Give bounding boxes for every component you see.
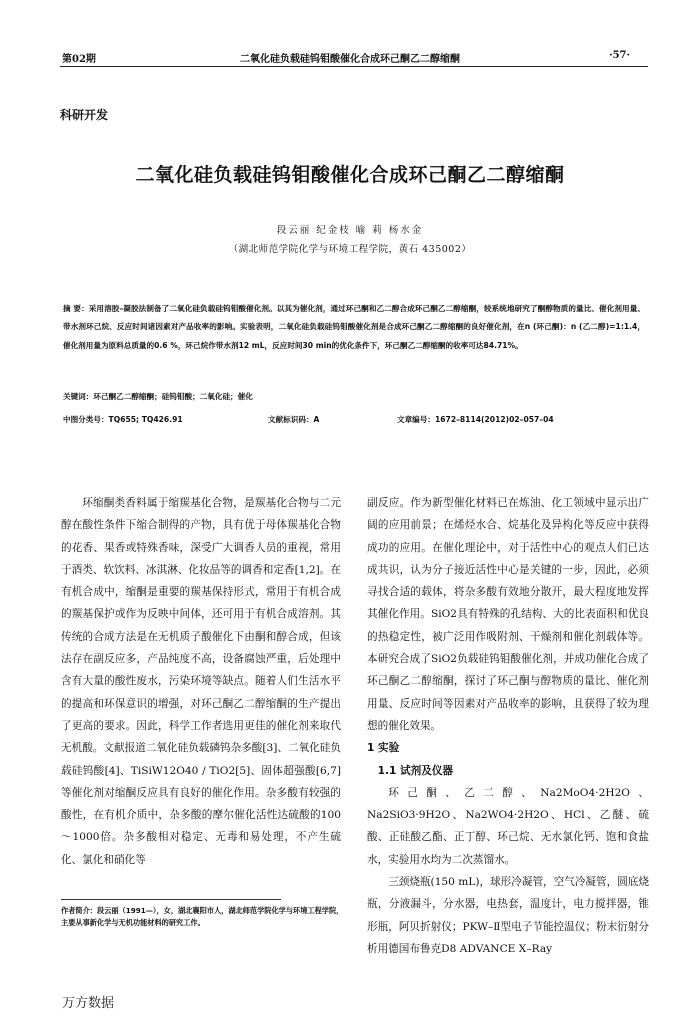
paper-title: 二氧化硅负载硅钨钼酸催化合成环己酮乙二醇缩酮: [135, 164, 565, 186]
abstract: 摘 要：采用溶胶–凝胶法制备了二氧化硅负载硅钨钼酸催化剂。以其为催化剂，通过环己酮和乙二醇合成环己酮乙二醇缩酮，较系统地研究了酮醇物质的量比、催化剂用量、带水剂环己烷、反应时间诸因素对产品收率的影响。实验表明，二氧化硅负载硅钨钼酸催化剂是合成环己酮乙二醇缩酮的良好催化剂，在n (环己酮)：n (乙二醇)=1:1.4，催化剂用量为原料总质量的0.6 %，环己烷作带水剂12 mL，反应时间30 min的优化条件下，环己酮乙二醇缩酮的收率可达84.71%。: [63, 304, 645, 350]
authors: 段云丽 纪金枝 喻 莉 杨水金: [276, 225, 424, 236]
instruments-paragraph: 三颈烧瓶(150 mL)，球形冷凝管，空气冷凝管，圆底烧瓶，分液漏斗，分水器，电热套，温度计，电力搅拌器，锥形瓶，阿贝折射仪；PKW–Ⅱ型电子节能控温仪；粉末衍射分析用德国布鲁克D8 ADVANCE X–Ray: [367, 876, 649, 955]
author-note: 作者简介：段云丽（1991—），女，湖北襄阳市人，湖北师范学院化学与环境工程学院，主要从事新化学与无机功能材料的研究工作。: [61, 906, 344, 927]
running-title: 二氧化硅负载硅钨钼酸催化合成环己酮乙二醇缩酮: [240, 54, 460, 65]
right-column: [367, 492, 649, 960]
clc-number: 中图分类号：TQ655; TQ426.91: [63, 415, 183, 424]
section-label: 科研开发: [60, 108, 109, 122]
issue-number: 第02期: [62, 54, 96, 65]
heading-experiment: 1 实验: [367, 742, 400, 755]
left-column: [61, 492, 341, 871]
header-rule: [60, 66, 648, 67]
intro-paragraph: 环缩酮类香料属于缩羰基化合物，是羰基化合物与二元醇在酸性条件下缩合制得的产物，具有优于母体羰基化合物的花香、果香或特殊香味，深受广大调香人员的重视，常用于酒类、软饮料、冰淇淋、化妆品等的调香和定香[1,2]。在有机合成中，缩酮是重要的羰基保持形式，常用于有机合成的羰基保护或作为反映中间体，还可用于有机合成溶剂。其传统的合成方法是在无机质子酸催化下由酮和醇合成，但该法存在副反应多，产品纯度不高，设备腐蚀严重，后处理中含有大量的酸性废水，污染环境等缺点。随着人们生活水平的提高和环保意识的增强，对环己酮乙二醇缩酮的生产提出了更高的要求。因此，科学工作者选用更佳的催化剂来取代无机酸。文献报道二氧化硅负载磷钨杂多酸[3]、二氧化硅负载硅钨酸[4]、TiSiW12O40 / TiO2[5]、固体超强酸[6,7]等催化剂对缩酮反应具有良好的催化作用。杂多酸有较强的酸性，在有机介质中，杂多酸的摩尔催化活性达硫酸的100～1000倍。杂多酸相对稳定、无毒和易处理，不产生硫化、氯化和硝化等: [61, 497, 341, 866]
reagents-paragraph: 环己酮、乙二醇、Na2MoO4·2H2O、Na2SiO3·9H2O、Na2WO4·2H2O、HCl、乙醚、硫酸、正硅酸乙酯、正丁醇、环己烷、无水氯化钙、饱和食盐水，实验用水均为二次蒸馏水。: [367, 786, 649, 866]
watermark: 万方数据: [62, 996, 115, 1011]
page-number: ·57·: [609, 50, 630, 61]
affiliation: （湖北师范学院化学与环境工程学院，黄石 435002）: [228, 244, 472, 255]
footnote-rule: [61, 899, 281, 900]
intro-continuation: 副反应。作为新型催化材料已在炼油、化工领域中显示出广阔的应用前景；在烯烃水合、烷基化及异构化等反应中获得成功的应用。在催化理论中，对于活性中心的观点人们已达成共识，认为分子接近活性中心是关键的一步，因此，必须寻找合适的载体，将杂多酸有效地分散开，最大程度地发挥其催化作用。SiO2具有特殊的孔结构、大的比表面积和优良的热稳定性，被广泛用作吸附剂、干燥剂和催化剂载体等。本研究合成了SiO2负载硅钨钼酸催化剂，并成功催化合成了环己酮乙二醇缩酮，探讨了环己酮与醇物质的量比、催化剂用量、反应时间等因素对产品收率的影响，且获得了较为理想的催化效果。: [367, 497, 649, 732]
heading-reagents: 1.1 试剂及仪器: [377, 764, 454, 777]
article-number: 文章编号：1672–8114(2012)02–057–04: [397, 415, 554, 424]
keywords: 关键词：环己酮乙二醇缩酮；硅钨钼酸；二氧化硅；催化: [63, 392, 253, 401]
document-code: 文献标识码：A: [268, 415, 320, 424]
